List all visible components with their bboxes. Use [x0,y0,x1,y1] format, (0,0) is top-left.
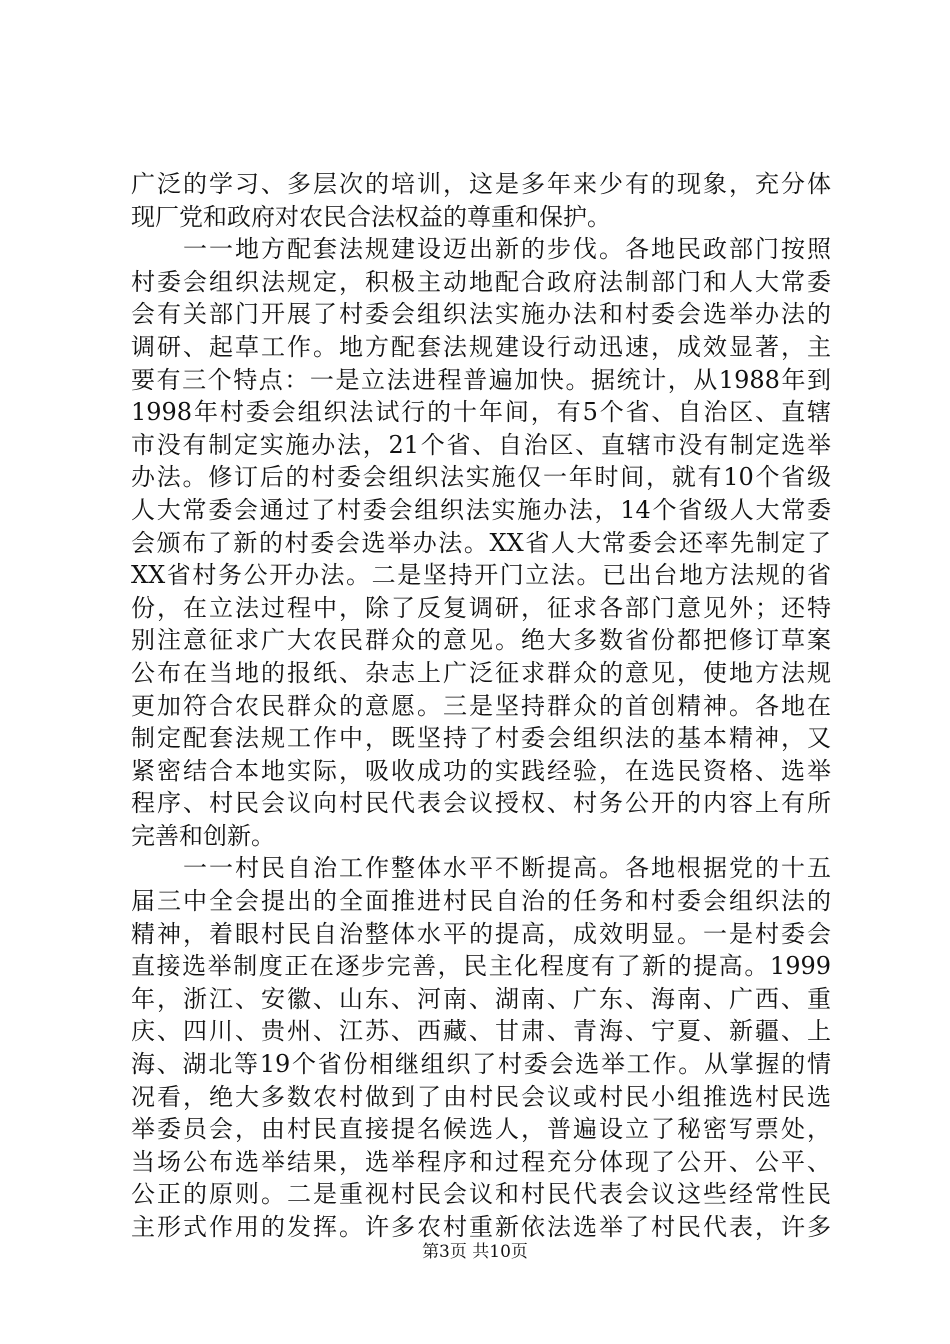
text-line: 村委会组织法规定，积极主动地配合政府法制部门和人大常委 [131,267,831,296]
text-line: 份，在立法过程中，除了反复调研，征求各部门意见外；还特 [131,593,831,622]
text-line: 况看，绝大多数农村做到了由村民会议或村民小组推选村民选 [131,1082,831,1111]
text-line: 会有关部门开展了村委会组织法实施办法和村委会选举办法的 [131,300,831,329]
text-line: 届三中全会提出的全面推进村民自治的任务和村委会组织法的 [131,887,831,916]
text-line: 直接选举制度正在逐步完善，民主化程度有了新的提高。1999 [131,952,831,981]
text-line: 一一村民自治工作整体水平不断提高。各地根据党的十五 [131,854,831,883]
text-line: 主形式作用的发挥。许多农村重新依法选举了村民代表，许多 [131,1213,831,1241]
page-footer [0,1241,950,1263]
text-line: 年，浙江、安徽、山东、河南、湖南、广东、海南、广西、重 [131,984,831,1013]
text-line: 庆、四川、贵州、江苏、西藏、甘肃、青海、宁夏、新疆、上 [131,1017,831,1046]
text-line: 调研、起草工作。地方配套法规建设行动迅速，成效显著，主 [131,332,831,361]
text-line: 紧密结合本地实际，吸收成功的实践经验，在选民资格、选举 [131,756,831,785]
text-line: 更加符合农民群众的意愿。三是坚持群众的首创精神。各地在 [131,691,831,720]
body-text [131,168,831,1244]
text-line: 现厂党和政府对农民合法权益的尊重和保护。 [131,202,611,231]
text-line: 人大常委会通过了村委会组织法实施办法，14个省级人大常委 [131,495,831,524]
text-line: 海、湖北等19个省份相继组织了村委会选举工作。从掌握的情 [131,1050,831,1079]
text-line: 公正的原则。二是重视村民会议和村民代表会议这些经常性民 [131,1180,831,1209]
text-line: 举委员会，由村民直接提名候选人，普遍设立了秘密写票处， [131,1115,831,1144]
text-line: XX省村务公开办法。二是坚持开门立法。已出台地方法规的省 [131,561,831,590]
text-line: 精神，着眼村民自治整体水平的提高，成效明显。一是村委会 [131,919,831,948]
text-line: 完善和创新。 [131,821,275,850]
text-line: 当场公布选举结果，选举程序和过程充分体现了公开、公平、 [131,1147,831,1176]
text-line: 制定配套法规工作中，既坚持了村委会组织法的基本精神，又 [131,724,831,753]
text-line: 公布在当地的报纸、杂志上广泛征求群众的意见，使地方法规 [131,658,831,687]
text-line: 市没有制定实施办法，21个省、自治区、直辖市没有制定选举 [131,430,831,459]
text-line: 别注意征求广大农民群众的意见。绝大多数省份都把修订草案 [131,626,831,655]
text-line: 一一地方配套法规建设迈出新的步伐。各地民政部门按照 [131,235,831,264]
page-number: 第3页 共10页 [422,1242,528,1262]
text-line: 办法。修订后的村委会组织法实施仅一年时间，就有10个省级 [131,463,831,492]
text-line: 会颁布了新的村委会选举办法。XX省人大常委会还率先制定了 [131,528,831,557]
text-line: 要有三个特点：一是立法进程普遍加快。据统计，从1988年到 [131,365,831,394]
text-line: 程序、村民会议向村民代表会议授权、村务公开的内容上有所 [131,789,831,818]
text-line: 1998年村委会组织法试行的十年间，有5个省、自治区、直辖 [131,398,831,427]
text-line: 广泛的学习、多层次的培训，这是多年来少有的现象，充分体 [131,170,831,198]
